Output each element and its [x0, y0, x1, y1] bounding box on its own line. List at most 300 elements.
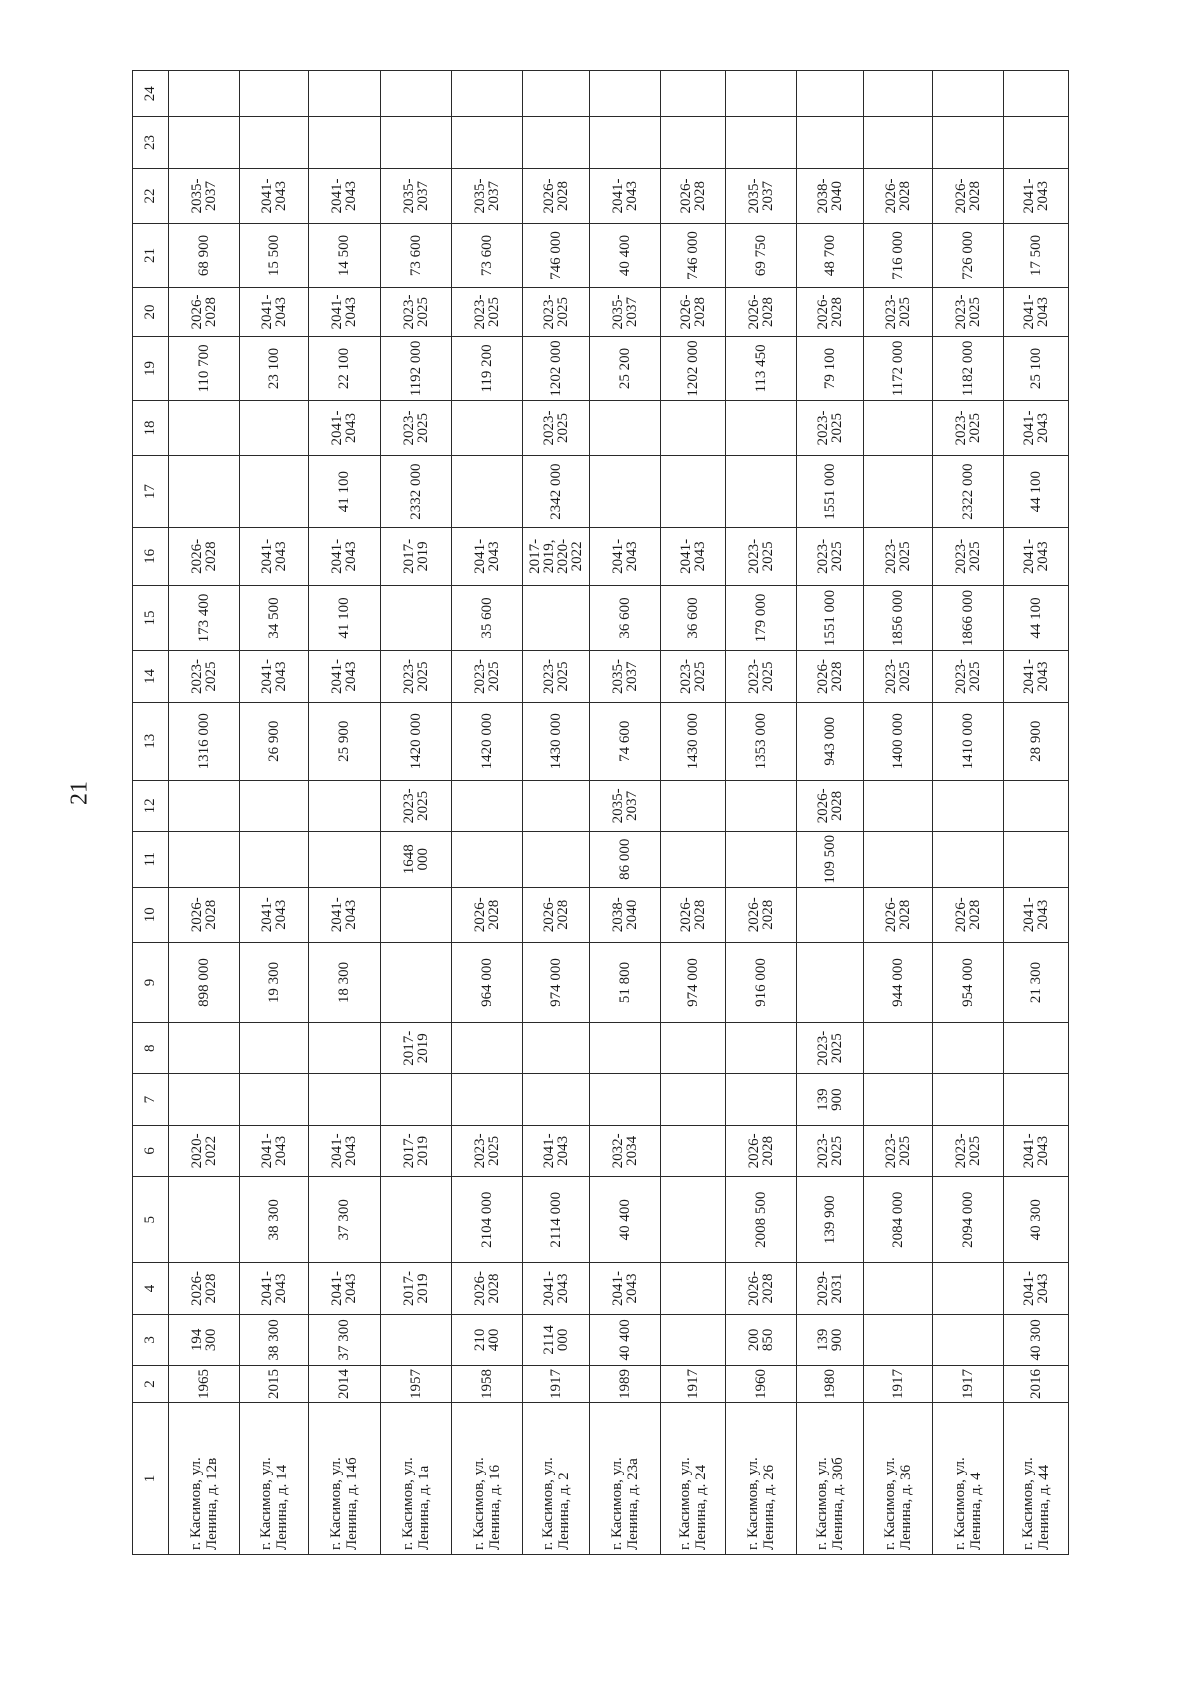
table-cell: 1410 000 — [933, 702, 1004, 780]
table-cell — [661, 1125, 725, 1176]
table-cell — [933, 1263, 1004, 1314]
table-cell: 2041-2043 — [240, 168, 309, 223]
column-number-cell: 14 — [133, 651, 169, 702]
table-cell — [168, 400, 239, 455]
table-cell: 25 900 — [309, 702, 380, 780]
table-cell — [451, 400, 522, 455]
column-number-cell: 18 — [133, 400, 169, 455]
table-cell — [661, 400, 725, 455]
table-row — [864, 71, 933, 1555]
table-cell — [864, 456, 933, 528]
table-cell: 2041-2043 — [240, 1125, 309, 1176]
table-cell — [590, 400, 661, 455]
table-row — [168, 71, 239, 1555]
table-cell — [1004, 71, 1069, 117]
table-cell: 2094 000 — [933, 1177, 1004, 1263]
table-cell: 86 000 — [590, 832, 661, 887]
table-row — [1004, 71, 1069, 1555]
table-cell: 974 000 — [523, 942, 590, 1022]
table-cell — [725, 400, 796, 455]
table-cell: 2008 500 — [725, 1177, 796, 1263]
table-cell: 2041-2043 — [590, 1263, 661, 1314]
table-cell: 2015 — [240, 1366, 309, 1403]
table-cell — [240, 1074, 309, 1125]
table-cell: 2026-2028 — [168, 887, 239, 942]
table-cell: 2041-2043 — [309, 400, 380, 455]
table-cell: 2041-2043 — [240, 887, 309, 942]
table-cell: 44 100 — [1004, 585, 1069, 651]
registry-table — [132, 70, 1069, 1555]
table-cell: 1192 000 — [380, 337, 451, 401]
table-cell — [661, 456, 725, 528]
table-cell — [168, 780, 239, 831]
table-cell: 2023-2025 — [797, 400, 864, 455]
table-cell: 2332 000 — [380, 456, 451, 528]
table-cell: 37 300 — [309, 1314, 380, 1365]
table-cell: 1965 — [168, 1366, 239, 1403]
table-cell: 2023-2025 — [864, 528, 933, 586]
table-cell — [451, 71, 522, 117]
table-cell: 2035-2037 — [380, 168, 451, 223]
table-cell: 2026-2028 — [933, 887, 1004, 942]
address-cell: г. Касимов, ул. Ленина, д. 12в — [168, 1403, 239, 1555]
table-cell: 2016 — [1004, 1366, 1069, 1403]
table-cell: 179 000 — [725, 585, 796, 651]
table-cell — [168, 1023, 239, 1074]
table-cell: 2026-2028 — [864, 887, 933, 942]
table-cell: 2041-2043 — [523, 1263, 590, 1314]
table-cell: 716 000 — [864, 224, 933, 288]
table-cell — [380, 1074, 451, 1125]
address-cell: г. Касимов, ул. Ленина, д. 30б — [797, 1403, 864, 1555]
table-cell — [240, 456, 309, 528]
table-cell: 2023-2025 — [864, 287, 933, 336]
table-cell: 2041-2043 — [523, 1125, 590, 1176]
table-cell: 2023-2025 — [661, 651, 725, 702]
column-number-cell: 9 — [133, 942, 169, 1022]
table-cell — [451, 1074, 522, 1125]
table-cell — [1004, 832, 1069, 887]
table-cell: 2026-2028 — [523, 887, 590, 942]
table-cell: 1917 — [933, 1366, 1004, 1403]
table-cell: 139 900 — [797, 1177, 864, 1263]
table-cell: 2023-2025 — [380, 287, 451, 336]
table-cell: 1202 000 — [523, 337, 590, 401]
table-cell: 2041-2043 — [1004, 1263, 1069, 1314]
table-cell: 22 100 — [309, 337, 380, 401]
column-number-cell: 11 — [133, 832, 169, 887]
table-cell: 2026-2028 — [661, 287, 725, 336]
table-cell — [1004, 1074, 1069, 1125]
table-cell — [451, 456, 522, 528]
column-number-cell: 22 — [133, 168, 169, 223]
column-number-cell: 24 — [133, 71, 169, 117]
table-cell — [590, 1023, 661, 1074]
table-cell: 28 900 — [1004, 702, 1069, 780]
address-cell: г. Касимов, ул. Ленина, д. 2 — [523, 1403, 590, 1555]
table-cell: 2026-2028 — [451, 887, 522, 942]
table-cell: 1551 000 — [797, 585, 864, 651]
table-cell: 2023-2025 — [864, 1125, 933, 1176]
table-cell: 2023-2025 — [725, 651, 796, 702]
table-cell: 2023-2025 — [451, 1125, 522, 1176]
table-cell — [933, 1074, 1004, 1125]
table-cell: 68 900 — [168, 224, 239, 288]
table-cell — [864, 400, 933, 455]
table-cell: 2023-2025 — [451, 287, 522, 336]
table-cell: 110 700 — [168, 337, 239, 401]
table-cell: 1958 — [451, 1366, 522, 1403]
address-cell: г. Касимов, ул. Ленина, д. 44 — [1004, 1403, 1069, 1555]
table-cell: 38 300 — [240, 1177, 309, 1263]
table-cell — [797, 942, 864, 1022]
table-cell: 1980 — [797, 1366, 864, 1403]
table-cell: 1866 000 — [933, 585, 1004, 651]
table-cell: 2035-2037 — [590, 287, 661, 336]
table-cell — [661, 1314, 725, 1365]
table-cell: 1430 000 — [523, 702, 590, 780]
table-cell: 943 000 — [797, 702, 864, 780]
table-cell: 2026-2028 — [661, 887, 725, 942]
table-cell — [240, 117, 309, 168]
table-cell: 1917 — [864, 1366, 933, 1403]
table-cell — [725, 71, 796, 117]
table-cell — [168, 117, 239, 168]
table-cell: 746 000 — [661, 224, 725, 288]
address-cell: г. Касимов, ул. Ленина, д. 16 — [451, 1403, 522, 1555]
table-cell: 23 100 — [240, 337, 309, 401]
table-cell: 954 000 — [933, 942, 1004, 1022]
table-cell — [590, 1074, 661, 1125]
table-cell — [661, 1177, 725, 1263]
table-cell: 2023-2025 — [933, 651, 1004, 702]
table-cell: 41 100 — [309, 585, 380, 651]
table-cell: 18 300 — [309, 942, 380, 1022]
table-cell: 2041-2043 — [309, 887, 380, 942]
table-cell — [309, 780, 380, 831]
table-cell: 2026-2028 — [661, 168, 725, 223]
table-cell: 2041-2043 — [590, 168, 661, 223]
table-cell: 40 300 — [1004, 1314, 1069, 1365]
column-number-cell: 2 — [133, 1366, 169, 1403]
table-cell — [309, 1023, 380, 1074]
table-cell — [451, 1023, 522, 1074]
table-cell: 2342 000 — [523, 456, 590, 528]
table-cell: 73 600 — [451, 224, 522, 288]
table-cell — [864, 1314, 933, 1365]
column-number-cell: 4 — [133, 1263, 169, 1314]
table-cell: 2026-2028 — [168, 1263, 239, 1314]
table-cell — [661, 1074, 725, 1125]
table-cell: 36 600 — [661, 585, 725, 651]
table-cell — [380, 71, 451, 117]
table-row — [523, 71, 590, 1555]
table-cell: 210 400 — [451, 1314, 522, 1365]
table-cell: 2041-2043 — [1004, 168, 1069, 223]
table-cell — [380, 1314, 451, 1365]
table-cell — [168, 832, 239, 887]
table-cell — [933, 832, 1004, 887]
column-number-cell: 20 — [133, 287, 169, 336]
table-cell — [725, 780, 796, 831]
table-cell: 2014 — [309, 1366, 380, 1403]
table-cell — [661, 1263, 725, 1314]
table-cell — [168, 71, 239, 117]
table-row — [797, 71, 864, 1555]
table-cell: 2041-2043 — [309, 1263, 380, 1314]
table-row — [933, 71, 1004, 1555]
address-cell: г. Касимов, ул. Ленина, д. 1а — [380, 1403, 451, 1555]
table-cell — [864, 1263, 933, 1314]
registry-table-wrapper — [132, 70, 1069, 1555]
table-cell — [380, 942, 451, 1022]
table-row — [725, 71, 796, 1555]
table-cell: 113 450 — [725, 337, 796, 401]
table-cell — [725, 1023, 796, 1074]
table-cell — [168, 1074, 239, 1125]
table-cell — [380, 887, 451, 942]
column-number-cell: 16 — [133, 528, 169, 586]
table-cell: 26 900 — [240, 702, 309, 780]
table-cell — [380, 1177, 451, 1263]
table-cell: 44 100 — [1004, 456, 1069, 528]
table-cell: 2041-2043 — [451, 528, 522, 586]
table-cell: 2041-2043 — [309, 651, 380, 702]
table-cell: 2084 000 — [864, 1177, 933, 1263]
table-cell — [240, 71, 309, 117]
address-cell: г. Касимов, ул. Ленина, д. 36 — [864, 1403, 933, 1555]
table-cell: 1856 000 — [864, 585, 933, 651]
table-cell — [661, 832, 725, 887]
table-cell: 1957 — [380, 1366, 451, 1403]
table-cell: 37 300 — [309, 1177, 380, 1263]
table-cell: 2041-2043 — [309, 287, 380, 336]
table-cell — [661, 1023, 725, 1074]
table-cell: 173 400 — [168, 585, 239, 651]
table-cell — [661, 71, 725, 117]
table-cell: 2026-2028 — [864, 168, 933, 223]
table-cell: 2038-2040 — [797, 168, 864, 223]
table-cell: 14 500 — [309, 224, 380, 288]
table-cell: 964 000 — [451, 942, 522, 1022]
table-cell — [864, 1023, 933, 1074]
table-cell: 2023-2025 — [933, 528, 1004, 586]
table-cell: 2023-2025 — [933, 287, 1004, 336]
table-cell — [864, 780, 933, 831]
table-cell — [1004, 117, 1069, 168]
table-cell — [451, 117, 522, 168]
column-number-cell: 15 — [133, 585, 169, 651]
address-cell: г. Касимов, ул. Ленина, д. 14 — [240, 1403, 309, 1555]
table-cell: 2041-2043 — [1004, 651, 1069, 702]
table-cell — [451, 832, 522, 887]
table-row — [240, 71, 309, 1555]
table-cell — [451, 780, 522, 831]
table-cell: 15 500 — [240, 224, 309, 288]
table-cell: 2026-2028 — [797, 780, 864, 831]
table-cell: 2023-2025 — [380, 651, 451, 702]
table-cell: 1172 000 — [864, 337, 933, 401]
table-cell: 2104 000 — [451, 1177, 522, 1263]
table-cell: 2017-2019 — [380, 528, 451, 586]
table-cell: 79 100 — [797, 337, 864, 401]
table-cell: 2035-2037 — [451, 168, 522, 223]
table-cell: 40 300 — [1004, 1177, 1069, 1263]
table-cell: 1917 — [661, 1366, 725, 1403]
table-cell — [380, 117, 451, 168]
table-cell — [933, 71, 1004, 117]
table-cell: 2026-2028 — [725, 887, 796, 942]
table-cell — [380, 585, 451, 651]
table-cell: 1420 000 — [451, 702, 522, 780]
table-cell: 2023-2025 — [725, 528, 796, 586]
table-cell — [309, 1074, 380, 1125]
table-cell — [590, 117, 661, 168]
table-cell — [864, 71, 933, 117]
table-cell — [864, 1074, 933, 1125]
table-cell: 200 850 — [725, 1314, 796, 1365]
table-cell — [240, 780, 309, 831]
table-cell: 1400 000 — [864, 702, 933, 780]
address-cell: г. Касимов, ул. Ленина, д. 4 — [933, 1403, 1004, 1555]
table-cell — [933, 780, 1004, 831]
column-number-cell: 10 — [133, 887, 169, 942]
table-cell — [725, 1074, 796, 1125]
table-cell: 1202 000 — [661, 337, 725, 401]
table-cell: 21 300 — [1004, 942, 1069, 1022]
table-cell: 2035-2037 — [590, 780, 661, 831]
table-cell — [240, 1023, 309, 1074]
table-cell: 1551 000 — [797, 456, 864, 528]
table-cell — [661, 117, 725, 168]
table-cell: 2041-2043 — [240, 651, 309, 702]
table-cell — [523, 1023, 590, 1074]
table-cell — [523, 1074, 590, 1125]
table-cell: 1960 — [725, 1366, 796, 1403]
table-cell: 35 600 — [451, 585, 522, 651]
table-cell: 898 000 — [168, 942, 239, 1022]
table-cell: 2023-2025 — [451, 651, 522, 702]
table-cell — [864, 117, 933, 168]
table-cell: 139 900 — [797, 1314, 864, 1365]
table-cell: 2041-2043 — [309, 168, 380, 223]
table-cell: 119 200 — [451, 337, 522, 401]
table-cell — [168, 456, 239, 528]
column-number-cell: 3 — [133, 1314, 169, 1365]
column-number-cell: 13 — [133, 702, 169, 780]
column-number-cell: 7 — [133, 1074, 169, 1125]
table-cell: 2023-2025 — [523, 651, 590, 702]
table-cell — [933, 1314, 1004, 1365]
table-cell: 2026-2028 — [168, 287, 239, 336]
column-number-cell: 6 — [133, 1125, 169, 1176]
table-cell: 48 700 — [797, 224, 864, 288]
table-cell: 2017-2019 — [380, 1263, 451, 1314]
table-cell: 2035-2037 — [168, 168, 239, 223]
table-cell: 2026-2028 — [797, 651, 864, 702]
table-cell: 73 600 — [380, 224, 451, 288]
column-number-row — [133, 71, 169, 1555]
table-cell — [309, 117, 380, 168]
column-number-cell: 17 — [133, 456, 169, 528]
table-row — [380, 71, 451, 1555]
table-cell — [590, 71, 661, 117]
table-cell: 916 000 — [725, 942, 796, 1022]
table-cell: 2026-2028 — [451, 1263, 522, 1314]
table-cell: 2023-2025 — [523, 400, 590, 455]
table-cell — [797, 117, 864, 168]
table-cell: 746 000 — [523, 224, 590, 288]
table-cell: 2026-2028 — [168, 528, 239, 586]
table-cell: 1182 000 — [933, 337, 1004, 401]
table-cell: 2023-2025 — [168, 651, 239, 702]
table-cell: 2041-2043 — [240, 1263, 309, 1314]
table-cell — [864, 832, 933, 887]
table-cell: 2023-2025 — [933, 400, 1004, 455]
table-cell: 51 800 — [590, 942, 661, 1022]
table-cell — [797, 887, 864, 942]
table-cell: 2041-2043 — [1004, 528, 1069, 586]
column-number-cell: 12 — [133, 780, 169, 831]
table-cell — [523, 780, 590, 831]
table-cell: 2026-2028 — [725, 287, 796, 336]
table-cell: 1989 — [590, 1366, 661, 1403]
table-cell — [661, 780, 725, 831]
table-cell: 2023-2025 — [797, 528, 864, 586]
table-cell: 2041-2043 — [1004, 400, 1069, 455]
table-cell: 2029-2031 — [797, 1263, 864, 1314]
table-cell — [933, 117, 1004, 168]
table-cell: 25 200 — [590, 337, 661, 401]
table-cell: 139 900 — [797, 1074, 864, 1125]
table-row — [661, 71, 725, 1555]
table-cell — [523, 832, 590, 887]
table-cell: 2023-2025 — [523, 287, 590, 336]
column-number-cell: 8 — [133, 1023, 169, 1074]
table-cell: 38 300 — [240, 1314, 309, 1365]
table-cell — [309, 832, 380, 887]
table-cell — [797, 71, 864, 117]
table-cell: 2026-2028 — [725, 1125, 796, 1176]
table-cell: 2023-2025 — [380, 400, 451, 455]
table-cell: 1917 — [523, 1366, 590, 1403]
column-number-cell: 5 — [133, 1177, 169, 1263]
table-cell: 2041-2043 — [240, 528, 309, 586]
table-cell: 25 100 — [1004, 337, 1069, 401]
column-number-cell: 19 — [133, 337, 169, 401]
table-cell: 2114 000 — [523, 1314, 590, 1365]
table-body — [133, 71, 1069, 1555]
table-cell: 2017-2019 — [380, 1023, 451, 1074]
address-cell: г. Касимов, ул. Ленина, д. 23а — [590, 1403, 661, 1555]
table-cell: 2017-2019 — [380, 1125, 451, 1176]
table-cell: 2020-2022 — [168, 1125, 239, 1176]
table-cell: 974 000 — [661, 942, 725, 1022]
table-cell: 1430 000 — [661, 702, 725, 780]
table-cell: 194 300 — [168, 1314, 239, 1365]
address-cell: г. Касимов, ул. Ленина, д. 14б — [309, 1403, 380, 1555]
table-cell: 17 500 — [1004, 224, 1069, 288]
table-row — [451, 71, 522, 1555]
table-cell: 2035-2037 — [725, 168, 796, 223]
table-cell: 2114 000 — [523, 1177, 590, 1263]
table-cell: 41 100 — [309, 456, 380, 528]
table-row — [590, 71, 661, 1555]
table-cell — [590, 456, 661, 528]
table-cell: 40 400 — [590, 1177, 661, 1263]
table-cell: 1316 000 — [168, 702, 239, 780]
table-cell — [725, 117, 796, 168]
